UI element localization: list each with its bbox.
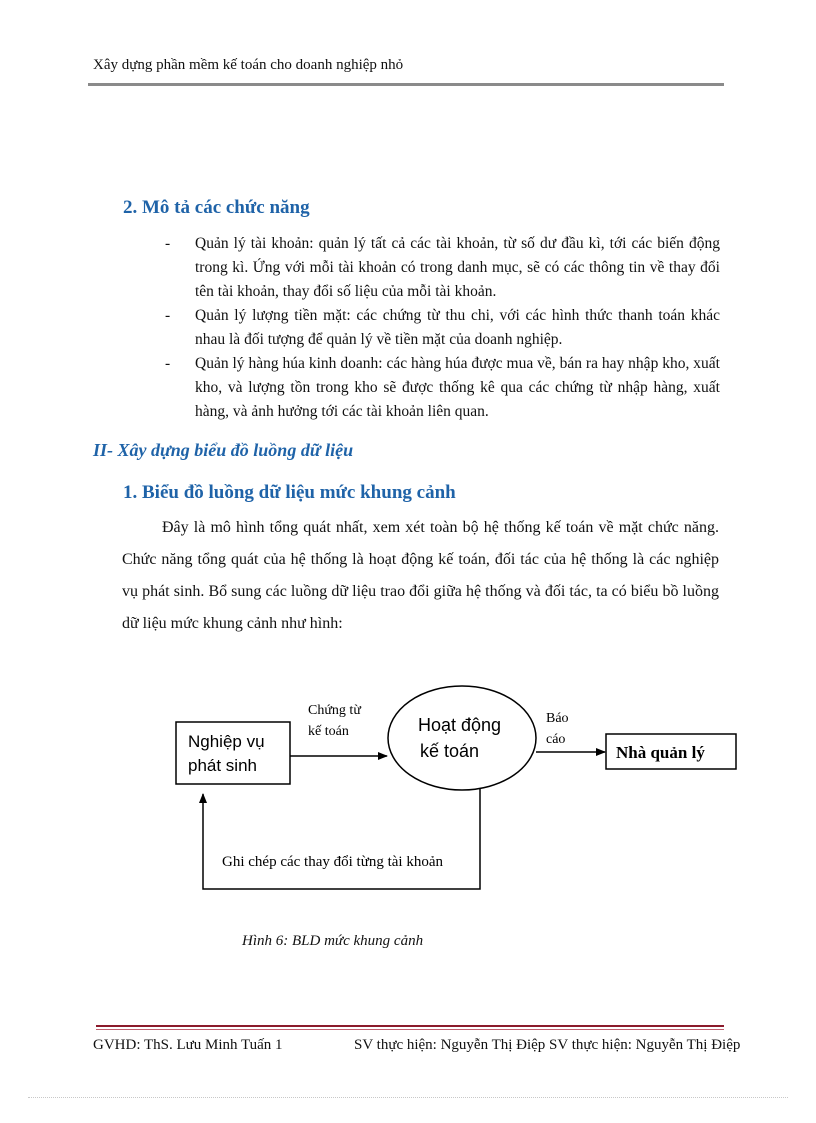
flow-arrow-feedback <box>203 788 480 889</box>
page-bottom-dotted-line <box>28 1097 788 1098</box>
footer-supervisor: GVHD: ThS. Lưu Minh Tuấn 1 <box>93 1037 283 1053</box>
flow-reports-label-2: cáo <box>546 732 566 747</box>
entity-transactions-label-1: Nghiệp vụ <box>188 732 265 751</box>
entity-manager-label: Nhà quản lý <box>616 743 705 762</box>
header-divider <box>88 83 724 86</box>
flow-vouchers-label-2: kế toán <box>308 724 349 739</box>
section-heading-dfd: II- Xây dựng biểu đồ luồng dữ liệu <box>93 440 354 460</box>
list-item-text: Quản lý tài khoản: quản lý tất cả các tài khoản, từ số dư đầu kì, tới các biến động trong kì. Ứng với mỗi tài khoản có trong danh mục, sẽ có các thông tin về thay đổi tên tài khoản, thay đổi số liệu của mỗi tài khoản. <box>195 235 720 300</box>
footer-student: SV thực hiện: Nguyễn Thị Điệp SV thực hiện: Nguyễn Thị Điệp <box>354 1037 741 1053</box>
section-heading-functions: 2. Mô tả các chức năng <box>123 197 310 218</box>
flow-reports-label-1: Báo <box>546 711 569 726</box>
list-item-text: Quản lý hàng húa kinh doanh: các hàng húa được mua về, bán ra hay nhập kho, xuất kho, và lượng tồn trong kho sẽ được thống kê qua các chứng từ nhập hàng, xuất hàng, và ảnh hưởng tới các tài khoản liên quan. <box>195 355 720 420</box>
function-list <box>165 232 720 424</box>
flow-vouchers-label-1: Chứng từ <box>308 703 361 718</box>
list-item-text: Quản lý lượng tiền mặt: các chứng từ thu chi, với các hình thức thanh toán khác nhau là đối tượng để quản lý về tiền mặt của doanh nghiệp. <box>195 307 720 348</box>
bullet-dash: - <box>165 355 171 372</box>
process-label-2: kế toán <box>420 741 480 761</box>
list-item <box>165 352 720 424</box>
figure-caption: Hình 6: BLD mức khung cảnh <box>242 933 424 949</box>
section-heading-context-dfd: 1. Biểu đồ luồng dữ liệu mức khung cảnh <box>123 482 456 503</box>
footer-divider-secondary <box>96 1029 724 1030</box>
header-title: Xây dựng phần mềm kế toán cho doanh nghiệp nhỏ <box>93 57 404 73</box>
process-accounting <box>388 686 536 790</box>
process-label-1: Hoạt động <box>418 715 502 735</box>
entity-transactions-label-2: phát sinh <box>188 756 257 775</box>
body-paragraph: Đây là mô hình tổng quát nhất, xem xét toàn bộ hệ thống kế toán về mặt chức năng. Chức năng tổng quát của hệ thống là hoạt động kế toán, đối tác của hệ thống là các nghiệp vụ phát sinh. Bổ sung các luồng dữ liệu trao đổi giữa hệ thống và đối tác, ta có biểu bồ luồng dữ liệu mức khung cảnh như hình: <box>122 519 719 632</box>
list-item <box>165 232 720 304</box>
list-item <box>165 304 720 352</box>
context-dfd-diagram <box>170 670 750 930</box>
flow-feedback-label: Ghi chép các thay đổi từng tài khoản <box>222 854 443 870</box>
bullet-dash: - <box>165 307 171 324</box>
bullet-dash: - <box>165 235 171 252</box>
footer-divider <box>96 1025 724 1027</box>
